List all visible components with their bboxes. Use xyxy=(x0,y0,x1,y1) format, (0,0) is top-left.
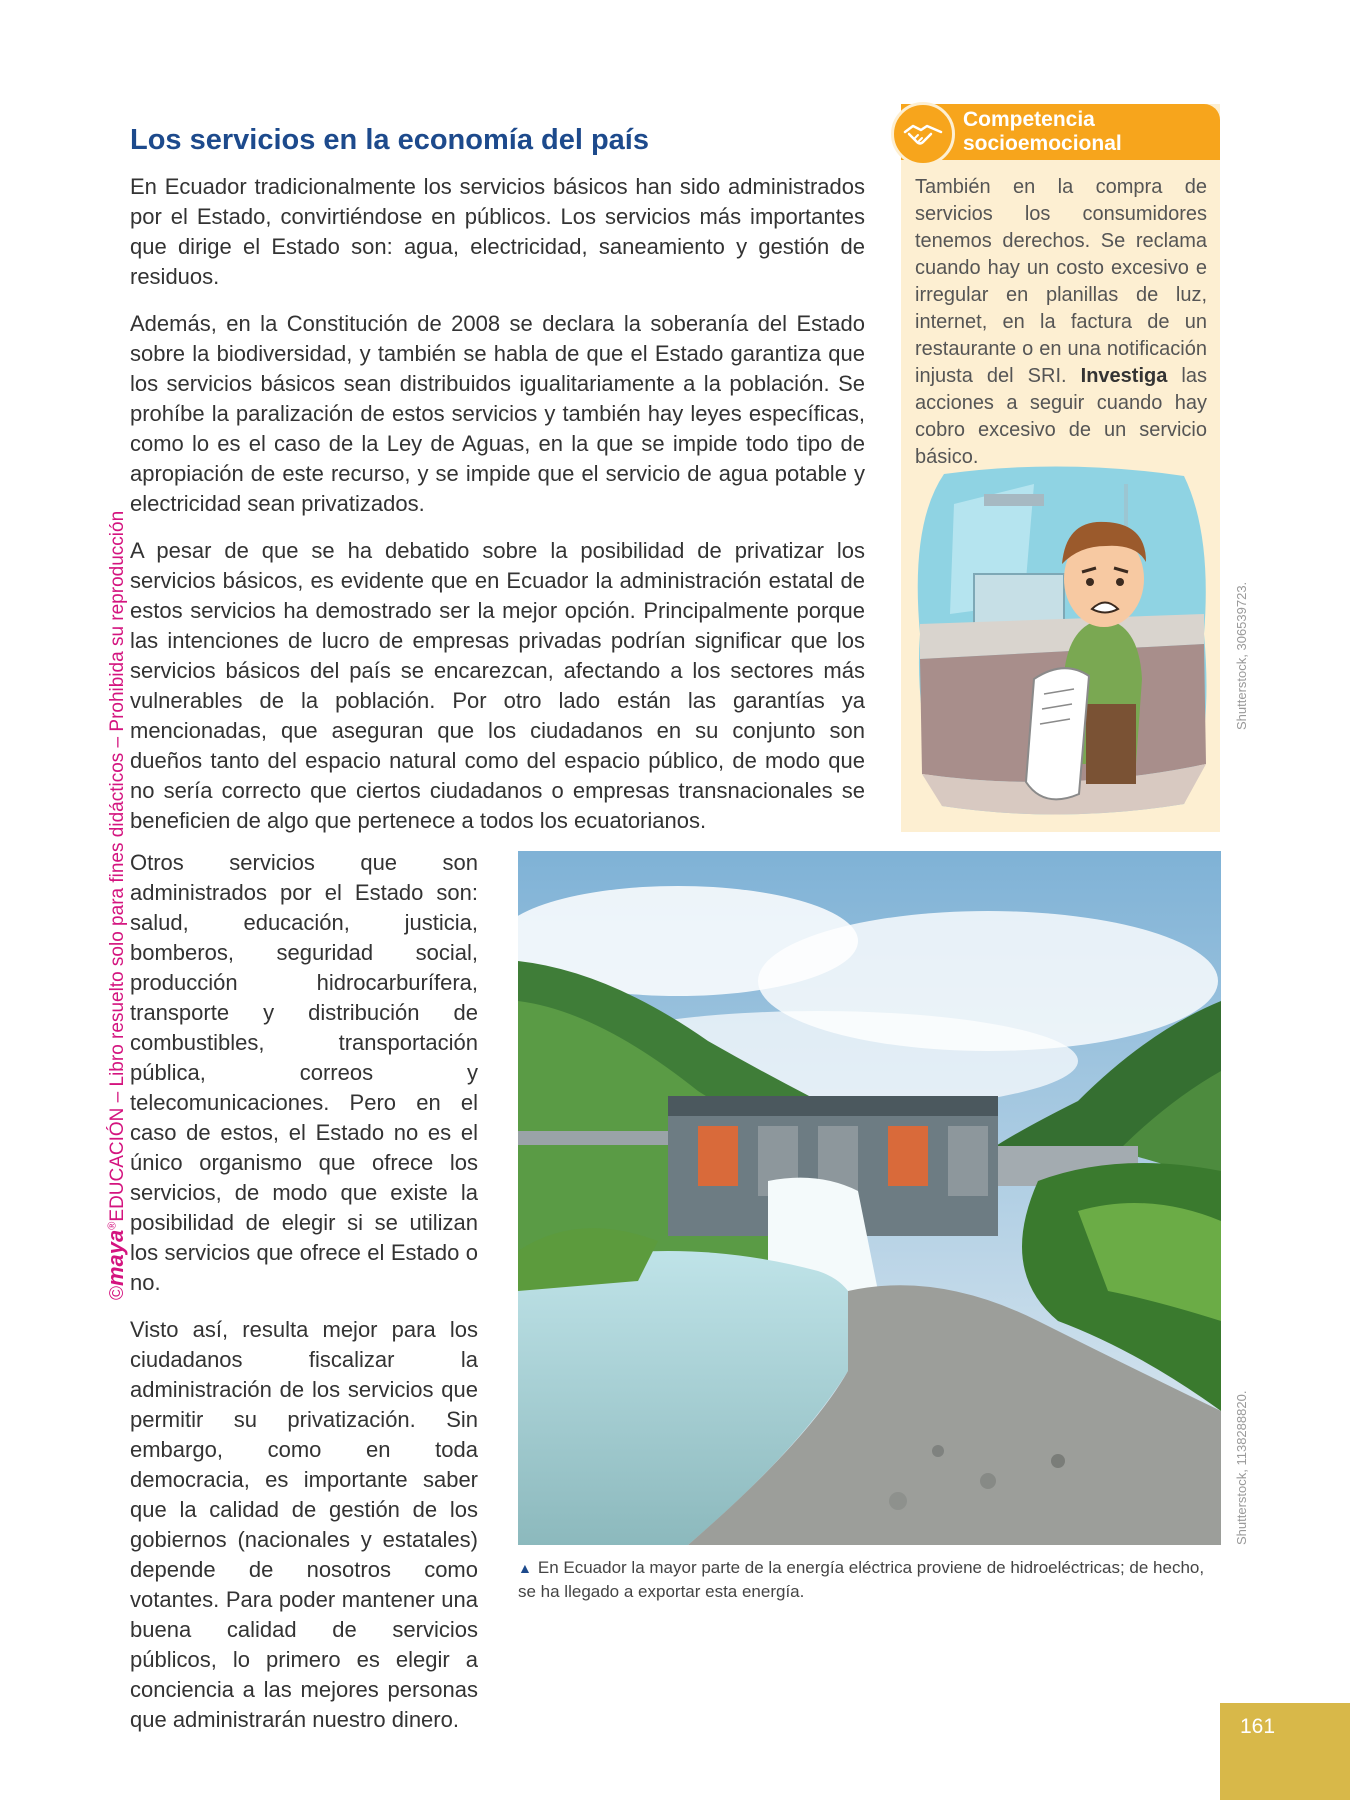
copyright-symbol: © xyxy=(107,1286,128,1300)
competencia-sidebar xyxy=(901,104,1220,832)
copyright-notice xyxy=(103,511,129,1300)
main-text xyxy=(130,172,865,853)
handshake-icon xyxy=(891,102,955,166)
caption-text: En Ecuador la mayor parte de la energía eléctrica proviene de hidroeléctricas; de hecho, se ha llegado a exportar esta energía. xyxy=(518,1558,1205,1601)
photo-credit: Shutterstock, 1138288820. xyxy=(1234,1390,1249,1545)
cartoon-credit: Shutterstock, 306539723. xyxy=(1234,581,1249,730)
sidebar-header-title xyxy=(963,108,1122,156)
paragraph-2: Además, en la Constitución de 2008 se declara la soberanía del Estado sobre la biodiversidad, y también se habla de que el Estado garantiza que los servicios básicos sean distribuidos igualitariamente a la población. Se prohíbe la paralización de estos servicios y también hay leyes específicas, como lo es el caso de la Ley de Aguas, en la que se impide todo tipo de apropiación de este recurso, y se impide que el servicio de agua potable y electricidad sean privatizados. xyxy=(130,311,865,516)
sidebar-body xyxy=(915,174,1207,471)
paragraph-1: En Ecuador tradicionalmente los servicios básicos han sido administrados por el Estado, convirtiéndose en públicos. Los servicios más importantes que dirige el Estado son: agua, electricidad, saneamiento y gestión de residuos. xyxy=(130,174,865,289)
sidebar-body-emphasis: Investiga xyxy=(1080,365,1168,387)
page-number: 161 xyxy=(1240,1715,1276,1738)
column-text xyxy=(130,848,478,1752)
copyright-text: EDUCACIÓN – Libro resuelto solo para fines didácticos – Prohibida su reproducción xyxy=(107,510,128,1222)
sidebar-header-line-2: socioemocional xyxy=(963,132,1122,155)
column-paragraph-2: Visto así, resulta mejor para los ciudadanos fiscalizar la administración de los servicios que permitir su privatización. Sin embargo, como en toda democracia, es importante saber que la calidad de gestión de los gobiernos (nacionales y estatales) depende de nosotros como votantes. Para poder mantener una buena calidad de servicios públicos, lo primero es elegir a conciencia a las mejores personas que administrarán nuestro dinero. xyxy=(130,1317,478,1732)
sidebar-header-line-1: Competencia xyxy=(963,108,1095,131)
registered-mark: ® xyxy=(106,1221,119,1230)
sidebar-body-text-end: las acciones a seguir cuando hay cobro excesivo de un servicio básico. xyxy=(915,365,1207,468)
caption-triangle-icon: ▲ xyxy=(518,1560,532,1576)
photo-caption xyxy=(518,1556,1221,1604)
page-number-tab xyxy=(1220,1703,1350,1800)
brand-logo: maya xyxy=(103,1229,128,1286)
sidebar-body-text: También en la compra de servicios los consumidores tenemos derechos. Se reclama cuando hay un costo excesivo e irregular en planillas de luz, internet, en la factura de un restaurante o en una notificación injusta del SRI. xyxy=(915,176,1207,387)
angry-man-bill-illustration xyxy=(914,464,1210,819)
page-title: Los servicios en la economía del país xyxy=(130,124,649,156)
paragraph-3: A pesar de que se ha debatido sobre la posibilidad de privatizar los servicios básicos, es evidente que en Ecuador la administración estatal de estos servicios ha demostrado ser la mejor opción. Principalmente porque las intenciones de lucro de empresas privadas podrían significar que los servicios básicos del país se encarezcan, afectando a los sectores más vulnerables de la población. Por otro lado están las garantías ya mencionadas, que aseguran que los ciudadanos en su conjunto son dueños tanto del espacio natural como del espacio público, de modo que no sería correcto que ciertos ciudadanos o empresas transnacionales se beneficien de algo que pertenece a todos los ecuatorianos. xyxy=(130,538,865,833)
hydroelectric-dam-photo xyxy=(518,851,1221,1545)
column-paragraph-1: Otros servicios que son administrados por el Estado son: salud, educación, justicia, bomberos, seguridad social, producción hidrocarburífera, transporte y distribución de combustibles, transportación pública, correos y telecomunicaciones. Pero en el caso de estos, el Estado no es el único organismo que ofrece los servicios, de modo que existe la posibilidad de elegir si se utilizan los servicios que ofrece el Estado o no. xyxy=(130,850,478,1295)
